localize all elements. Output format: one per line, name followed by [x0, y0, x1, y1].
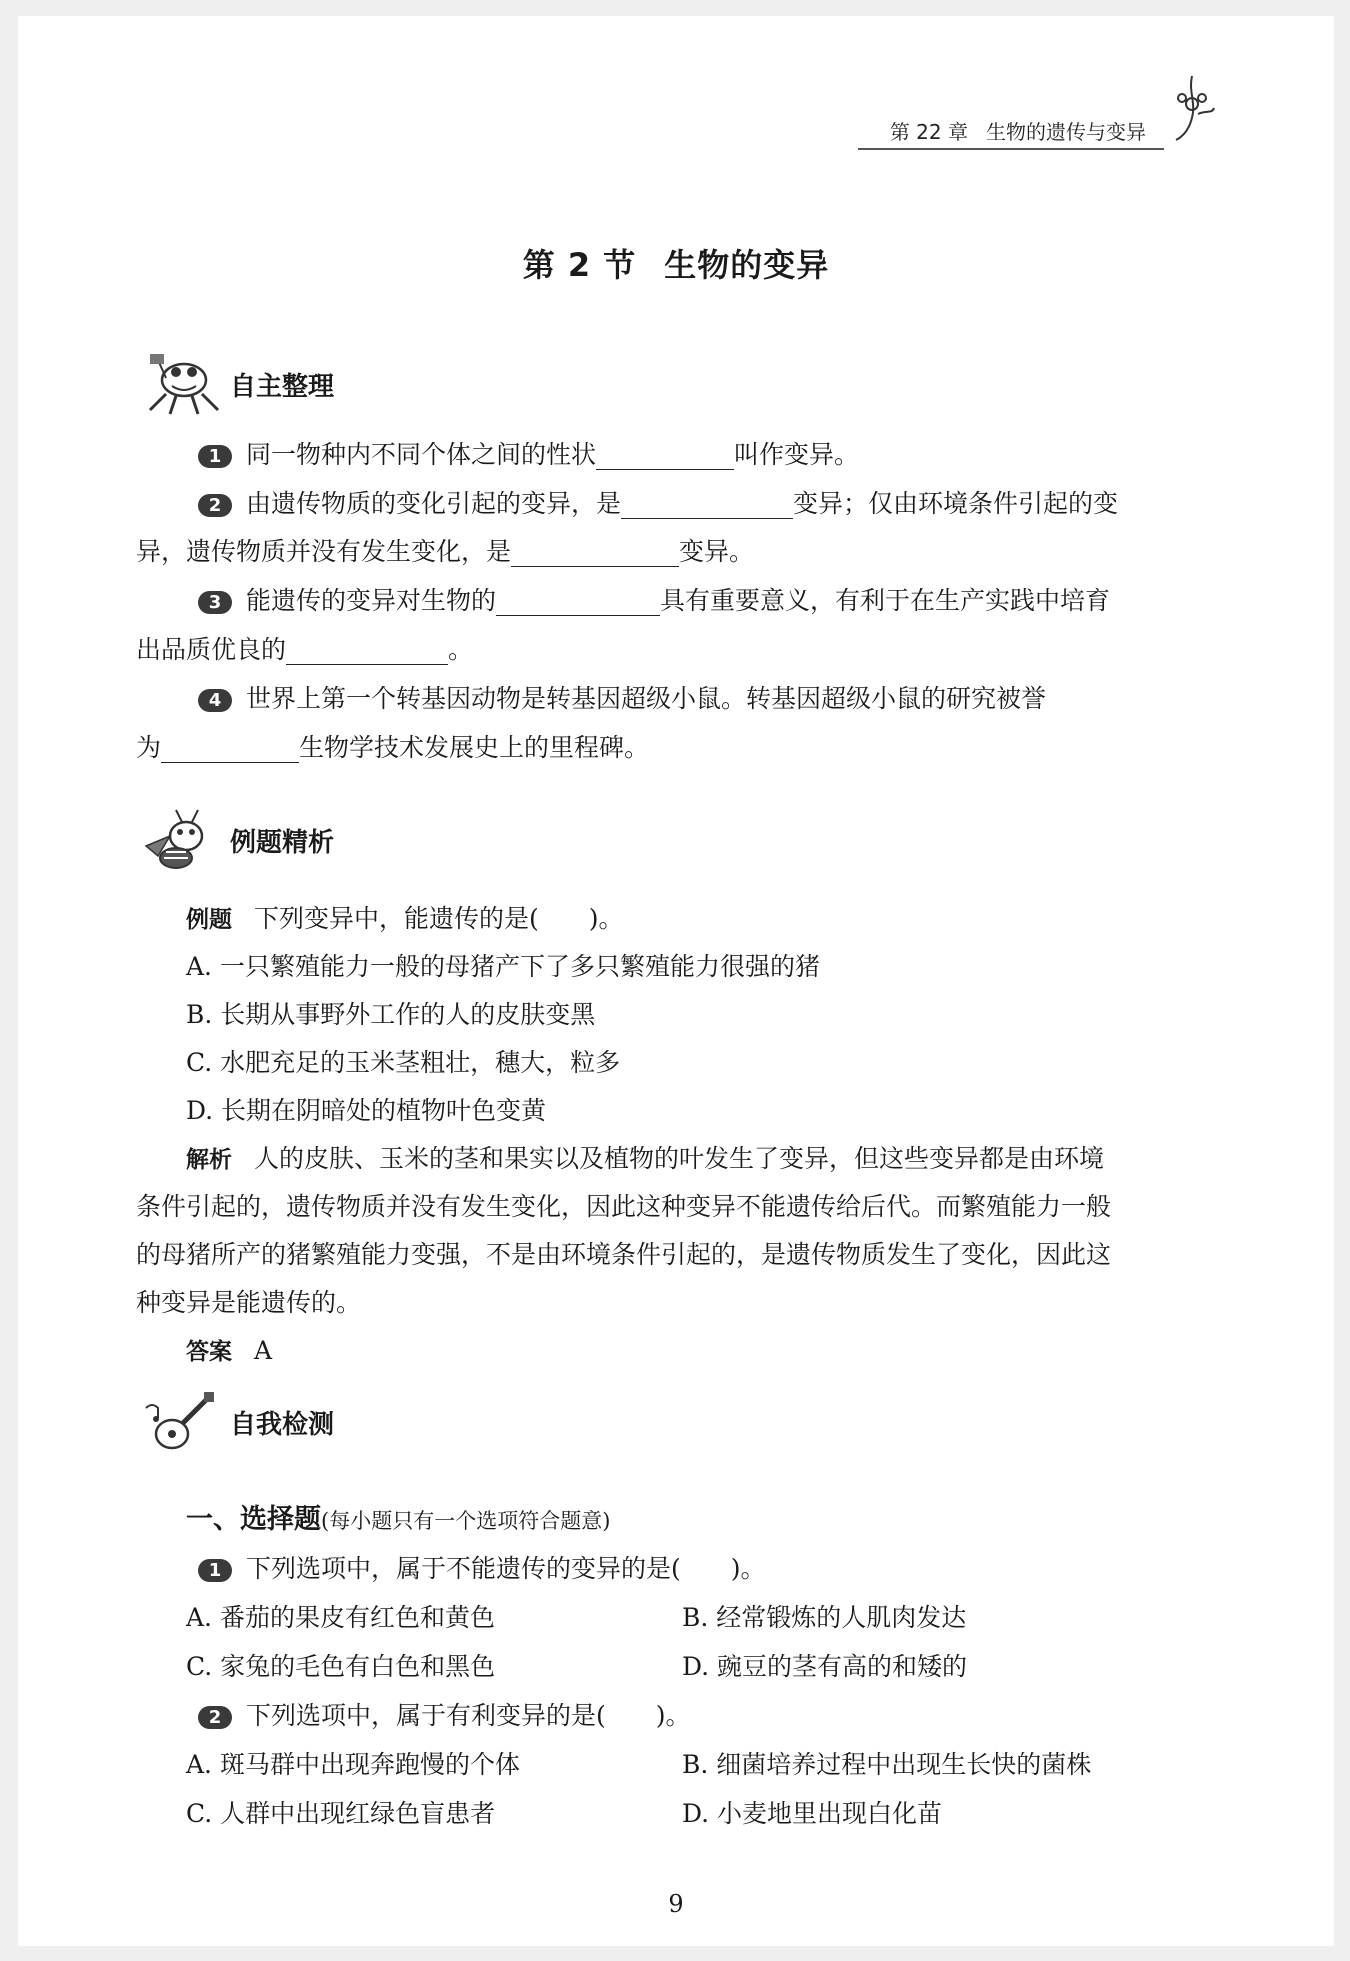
self-test-label: 自我检测 [230, 1409, 335, 1440]
page [18, 16, 1334, 1946]
item-text: 生物学技术发展史上的里程碑。 [299, 733, 650, 762]
question-text: 下列选项中，属于不能遗传的变异的是( )。 [246, 1554, 766, 1583]
section-title [18, 240, 1334, 286]
section-number: 第 2 节 [522, 246, 637, 284]
question-text: 下列变异中，能遗传的是( )。 [254, 904, 624, 933]
subsection-note: (每小题只有一个选项符合题意) [321, 1509, 611, 1533]
item-text: 出品质优良的 [136, 635, 287, 664]
answer-blank[interactable] [596, 443, 734, 470]
answer-blank[interactable] [161, 736, 299, 763]
item-number-badge: 3 [198, 591, 232, 614]
analysis-text: 人的皮肤、玉米的茎和果实以及植物的叶发生了变异，但这些变异都是由环境 [254, 1144, 1105, 1173]
q1-option-b[interactable]: B. 经常锻炼的人肌肉发达 [682, 1603, 967, 1632]
q1-option-a[interactable]: A. 番茄的果皮有红色和黄色 [186, 1603, 495, 1632]
answer-blank[interactable] [286, 638, 448, 665]
question-2 [198, 1701, 691, 1731]
item-text: 为 [136, 733, 162, 762]
self-study-label: 自主整理 [230, 371, 335, 402]
analysis-line-1 [186, 1144, 1104, 1175]
chapter-title: 生物的遗传与变异 [986, 120, 1146, 144]
q2-option-b[interactable]: B. 细菌培养过程中出现生长快的菌株 [682, 1750, 1092, 1779]
question-text: 下列选项中，属于有利变异的是( )。 [246, 1701, 691, 1730]
analysis-tag: 解析 [186, 1147, 232, 1173]
example-option-d: D. 长期在阴暗处的植物叶色变黄 [186, 1096, 547, 1125]
fill-item-4-cont [136, 733, 649, 763]
header-rule [858, 148, 1164, 150]
self-study-heading [136, 350, 334, 418]
item-text: 具有重要意义，有利于在生产实践中培育 [660, 586, 1111, 615]
fill-item-2-cont [136, 537, 754, 567]
q2-option-c[interactable]: C. 人群中出现红绿色盲患者 [186, 1799, 496, 1828]
choice-section-title [186, 1504, 610, 1536]
q1-option-c[interactable]: C. 家兔的毛色有白色和黑色 [186, 1652, 496, 1681]
item-text: 世界上第一个转基因动物是转基因超级小鼠。转基因超级小鼠的研究被誉 [246, 684, 1047, 713]
question-number-badge: 1 [198, 1559, 232, 1582]
item-number-badge: 2 [198, 494, 232, 517]
chapter-number: 第 22 章 [889, 120, 968, 144]
fill-item-3 [198, 586, 1110, 616]
item-text: 。 [448, 635, 474, 664]
running-header [890, 116, 1146, 145]
analysis-line-4: 种变异是能遗传的。 [136, 1288, 362, 1317]
frog-mascot-icon [136, 350, 226, 418]
guitar-mascot-icon [136, 1388, 226, 1456]
answer-value: A [254, 1336, 273, 1365]
analysis-line-2: 条件引起的，遗传物质并没有发生变化，因此这种变异不能遗传给后代。而繁殖能力一般 [136, 1192, 1112, 1221]
item-text: 能遗传的变异对生物的 [246, 586, 497, 615]
item-text: 同一物种内不同个体之间的性状 [246, 440, 597, 469]
fill-item-3-cont [136, 635, 473, 665]
q2-option-d[interactable]: D. 小麦地里出现白化苗 [682, 1799, 943, 1828]
item-number-badge: 1 [198, 445, 232, 468]
page-number: 9 [668, 1890, 684, 1918]
answer-blank[interactable] [511, 540, 679, 567]
example-option-b: B. 长期从事野外工作的人的皮肤变黑 [186, 1000, 596, 1029]
item-text: 异，遗传物质并没有发生变化，是 [136, 537, 512, 566]
item-text: 叫作变异。 [734, 440, 860, 469]
item-number-badge: 4 [198, 689, 232, 712]
example-label: 例题精析 [230, 827, 335, 858]
fill-item-4 [198, 684, 1046, 714]
item-text: 变异；仅由环境条件引起的变 [793, 489, 1119, 518]
analysis-line-3: 的母猪所产的猪繁殖能力变强，不是由环境条件引起的，是遗传物质发生了变化，因此这 [136, 1240, 1112, 1269]
example-question [186, 904, 624, 935]
flower-ornament-icon [1168, 74, 1218, 144]
question-number-badge: 2 [198, 1706, 232, 1729]
item-text: 由遗传物质的变化引起的变异，是 [246, 489, 622, 518]
q2-option-a[interactable]: A. 斑马群中出现奔跑慢的个体 [186, 1750, 520, 1779]
fill-item-2 [198, 489, 1118, 519]
example-tag: 例题 [186, 907, 232, 933]
question-1 [198, 1554, 766, 1584]
q1-option-d[interactable]: D. 豌豆的茎有高的和矮的 [682, 1652, 968, 1681]
example-heading [136, 806, 334, 874]
answer-tag: 答案 [186, 1339, 232, 1365]
answer-blank[interactable] [621, 492, 793, 519]
self-test-heading [136, 1388, 334, 1456]
example-option-c: C. 水肥充足的玉米茎粗壮，穗大，粒多 [186, 1048, 621, 1077]
example-option-a: A. 一只繁殖能力一般的母猪产下了多只繁殖能力很强的猪 [186, 952, 820, 981]
item-text: 变异。 [679, 537, 755, 566]
section-name: 生物的变异 [664, 246, 830, 284]
fill-item-1 [198, 440, 859, 470]
answer-blank[interactable] [496, 589, 660, 616]
subsection-title: 一、选择题 [186, 1504, 321, 1535]
answer-line [186, 1336, 272, 1367]
bee-mascot-icon [136, 806, 226, 874]
